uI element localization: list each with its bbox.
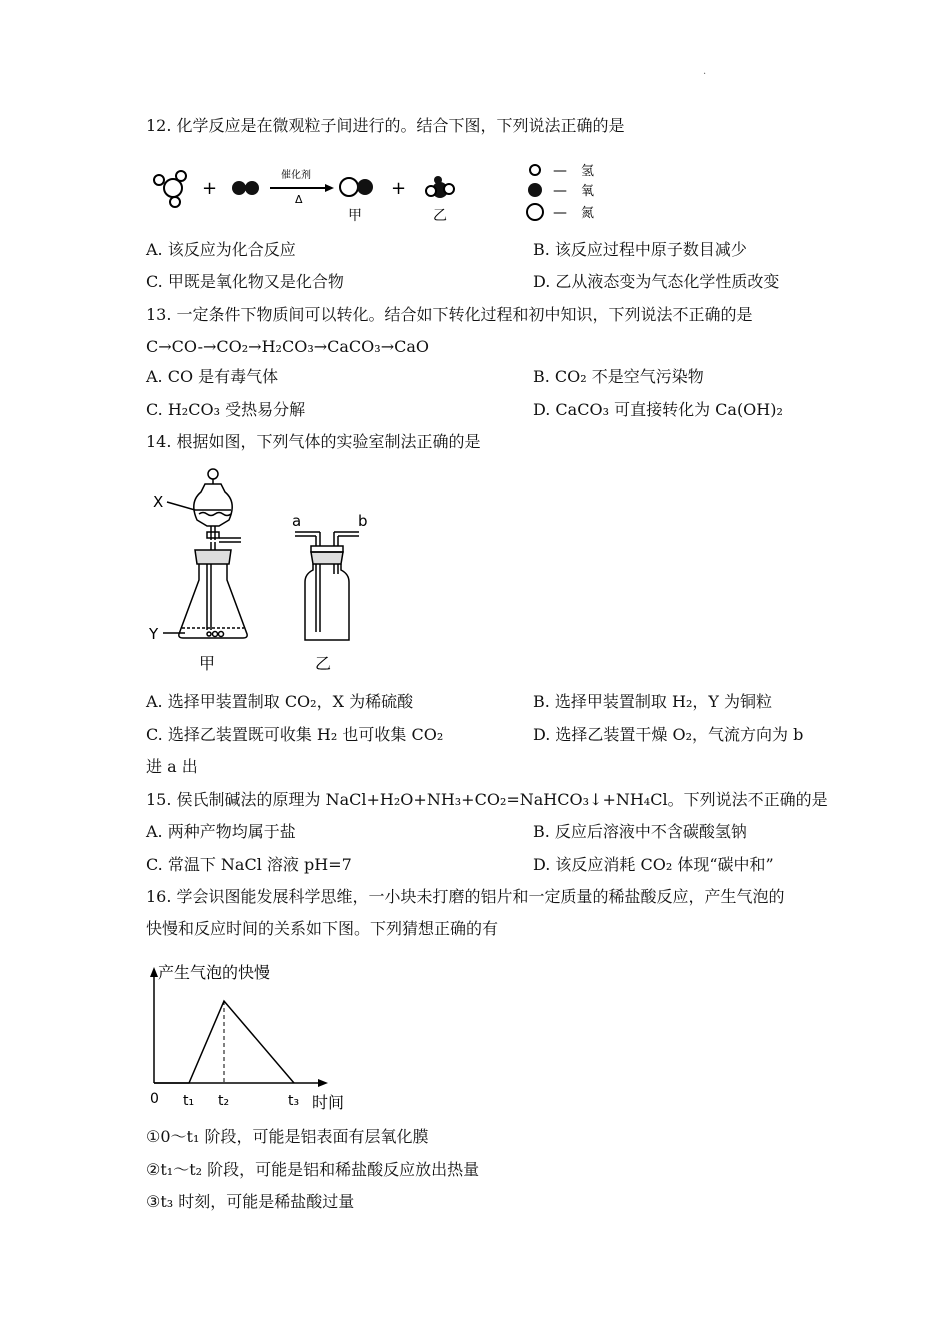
label-a: a [292,512,302,530]
svg-text:—: — [553,183,567,199]
label-apparatus-yi: 乙 [315,654,332,673]
heat-label: Δ [295,193,303,206]
q15-option-a: A. 两种产物均属于盐 [146,822,296,841]
label-apparatus-jia: 甲 [199,654,216,673]
q13-chain: C→CO-→CO₂→H₂CO₃→CaCO₃→CaO [146,337,429,356]
q14-stem: 14. 根据如图，下列气体的实验室制法正确的是 [146,432,481,451]
q16-statement-3: ③t₃ 时刻，可能是稀盐酸过量 [146,1192,355,1211]
q15-option-d: D. 该反应消耗 CO₂ 体现“碳中和” [533,855,774,874]
q16-stem-line2: 快慢和反应时间的关系如下图。下列猜想正确的有 [146,919,499,938]
q12-reaction-diagram [145,158,645,233]
q13-option-c: C. H₂CO₃ 受热易分解 [146,400,306,419]
q14-apparatus-diagram [145,462,385,677]
q13-stem: 13. 一定条件下物质间可以转化。结合如下转化过程和初中知识，下列说法不正确的是 [146,305,753,324]
q15-option-c: C. 常温下 NaCl 溶液 pH=7 [146,855,352,874]
legend [527,163,594,221]
q16-statement-1: ①0～t₁ 阶段，可能是铝表面有层氧化膜 [146,1127,429,1146]
q13-option-a: A. CO 是有毒气体 [146,367,279,386]
q12-option-c: C. 甲既是氧化物又是化合物 [146,272,344,291]
legend-hydrogen: 氢 [581,164,595,179]
label-Y: Y [149,625,159,643]
x-axis-label: 时间 [312,1093,345,1112]
q14-option-a: A. 选择甲装置制取 CO₂，X 为稀硫酸 [146,692,414,711]
y-axis-label: 产生气泡的快慢 [158,963,271,982]
plus-2: + [391,178,407,199]
y-axis-arrow [150,967,158,977]
q15-stem: 15. 侯氏制碱法的原理为 NaCl+H₂O+NH₃+CO₂=NaHCO₃↓+NH₄Cl。下列说法不正确的是 [146,790,828,809]
product-jia-molecule [340,178,373,196]
label-X: X [153,493,164,511]
q14-option-d: D. 选择乙装置干燥 O₂，气流方向为 b [533,725,804,744]
x-tick-label: t₂ [218,1093,230,1109]
q16-statement-2: ②t₁～t₂ 阶段，可能是铝和稀盐酸反应放出热量 [146,1160,480,1179]
series-line-rate [154,1001,294,1083]
q12-option-b: B. 该反应过程中原子数目减少 [533,240,747,259]
page-mark: . [703,66,707,77]
q14-option-c: C. 选择乙装置既可收集 H₂ 也可收集 CO₂ [146,725,444,744]
q16-stem-line1: 16. 学会识图能发展科学思维，一小块未打磨的铝片和一定质量的稀盐酸反应，产生气泡的 [146,887,785,906]
q16-rate-chart [140,955,380,1115]
svg-text:—: — [553,163,567,179]
x-axis-arrow [318,1079,328,1087]
x-tick-label: t₃ [288,1093,300,1109]
catalyst-label: 催化剂 [281,170,311,181]
legend-nitrogen: 氮 [581,206,595,221]
apparatus-jia [163,469,247,638]
legend-oxygen: 氧 [581,184,595,199]
q12-option-a: A. 该反应为化合反应 [146,240,296,259]
plus-1: + [202,178,218,199]
svg-text:—: — [553,205,567,221]
label-b: b [358,512,368,530]
label-jia: 甲 [348,208,362,224]
q13-option-b: B. CO₂ 不是空气污染物 [533,367,704,386]
origin-label: 0 [150,1091,159,1107]
reactant-oxygen-molecule [232,181,259,195]
q15-option-b: B. 反应后溶液中不含碳酸氢钠 [533,822,747,841]
apparatus-yi [295,532,359,640]
q14-option-d-continued: 进 a 出 [146,757,198,776]
q14-option-b: B. 选择甲装置制取 H₂，Y 为铜粒 [533,692,773,711]
q12-option-d: D. 乙从液态变为气态化学性质改变 [533,272,780,291]
reactant-ammonia-molecule [154,171,186,207]
label-yi: 乙 [433,208,447,224]
q13-option-d: D. CaCO₃ 可直接转化为 Ca(OH)₂ [533,400,783,419]
q12-stem: 12. 化学反应是在微观粒子间进行的。结合下图，下列说法正确的是 [146,116,625,135]
x-tick-label: t₁ [183,1093,195,1109]
product-yi-molecule [426,176,454,198]
